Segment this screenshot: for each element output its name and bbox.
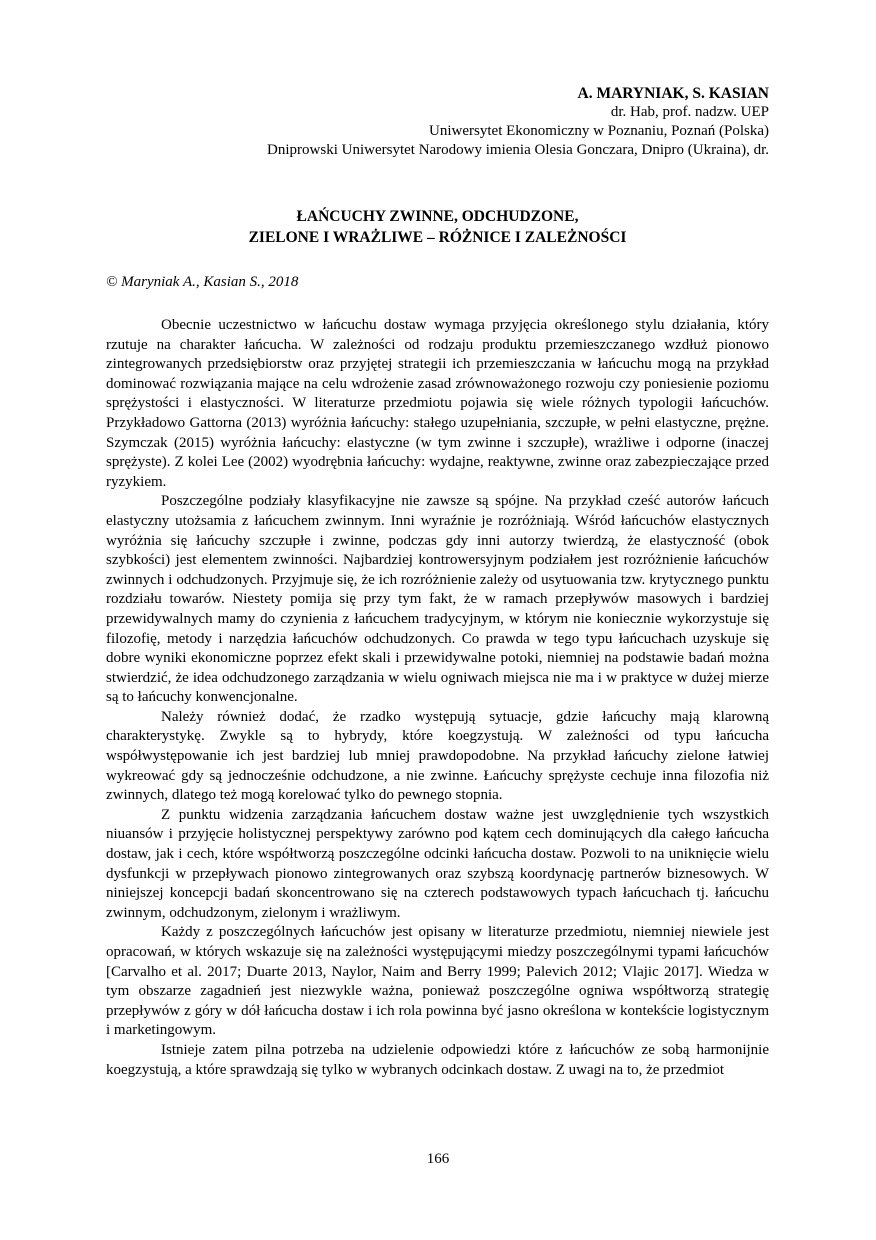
affiliation-line-1: Uniwersytet Ekonomiczny w Poznaniu, Poznań (Polska): [429, 123, 769, 139]
page-number: 166: [426, 1151, 450, 1167]
paper-title-line-1: ŁAŃCUCHY ZWINNE, ODCHUDZONE,: [296, 208, 579, 225]
paper-title: [106, 206, 769, 248]
paragraph: Obecnie uczestnictwo w łańcuchu dostaw wymaga przyjęcia określonego stylu działania, który rzutuje na charakter łańcucha. W zależności od rodzaju produktu przemieszczanego wzdłuż pionowo zintegrowanych przedsiębiorstw oraz przyjętej strategii ich przemieszczania w łańcuchu mogą na przykład dominować rozwiązania mające na celu wdrożenie zasad zrównoważonego rozwoju czy poniesienie poziomu sprężystości i elastyczności. W literaturze przedmiotu pojawia się wiele różnych typologii łańcuchów. Przykładowo Gattorna (2013) wyróżnia łańcuchy: stałego uzupełniania, szczupłe, w pełni elastyczne, prężne. Szymczak (2015) wyróżnia łańcuchy: elastyczne (w tym zwinne i szczupłe), wrażliwe i odporne (inaczej sprężyste). Z kolei Lee (2002) wyodrębnia łańcuchy: wydajne, reaktywne, zwinne oraz zabezpieczające przed ryzykiem.: [106, 317, 769, 490]
paragraph: Z punktu widzenia zarządzania łańcuchem dostaw ważne jest uwzględnienie tych wszystkich niuansów i przyjęcie holistycznej perspektywy zarówno pod kątem cech dominujących dla całego łańcucha dostaw, jak i cech, które współtworzą poszczególne odcinki łańcucha dostaw. Pozwoli to na uniknięcie wielu dysfunkcji w przepływach pionowo zintegrowanych oraz szybszą koordynację partnerów biznesowych. W niniejszej koncepcji badań skoncentrowano się na czterech podstawowych typach łańcuchach tj. łańcuchu zwinnym, odchudzonym, zielonym i wrażliwym.: [106, 806, 769, 921]
paragraph: Należy również dodać, że rzadko występują sytuacje, gdzie łańcuchy mają klarowną charakterystykę. Zwykle są to hybrydy, które koegzystują. W zależności od typu łańcucha współwystępowanie ich jest bardziej lub mniej prawdopodobne. Na przykład łańcuchy zielone łatwiej wykreować gdy są jednocześnie odchudzone, a nie zwinne. Łańcuchy sprężyste cechuje inna filozofia niż zwinnych, dlatego też mogą korelować tylko do pewnego stopnia.: [106, 708, 769, 804]
author-degree-line: dr. Hab, prof. nadzw. UEP: [610, 104, 769, 120]
paper-title-line-2: ZIELONE I WRAŻLIWE – RÓŻNICE I ZALEŻNOŚCI: [248, 229, 627, 246]
article-body: [106, 316, 769, 1080]
paragraph: Poszczególne podziały klasyfikacyjne nie zawsze są spójne. Na przykład cześć autorów łańcuch elastyczny utożsamia z łańcuchem zwinnym. Inni wyraźnie je rozróżniają. Wśród łańcuchów elastycznych wyróżnia się łańcuchy szczupłe i zwinne, podczas gdy inni autorzy twierdzą, że elastyczność (obok szybkości) jest elementem zwinności. Najbardziej kontrowersyjnym podziałem jest rozróżnienie łańcuchów zwinnych i odchudzonych. Przyjmuje się, że ich rozróżnienie zależy od usytuowania tzw. krytycznego punktu rozdziału towarów. Niestety pomija się przy tym fakt, że w ramach przepływów masowych i bardziej przewidywalnych mamy do czynienia z łańcuchem tradycyjnym, w którym nie koniecznie wykorzystuje się filozofię, metody i narzędzia łańcuchów odchudzonych. Co prawda w tego typu łańcuchach uzyskuje się dobre wyniki ekonomiczne poprzez efekt skali i przewidywalne potoki, niemniej na podstawie badań można stwierdzić, że idea odchudzonego zarządzania w wielu ogniwach miejsca nie ma i w praktyce w dużej mierze są to łańcuchy konwencjonalne.: [106, 493, 769, 706]
paragraph: Każdy z poszczególnych łańcuchów jest opisany w literaturze przedmiotu, niemniej niewiele jest opracowań, w których wskazuje się na zależności występującymi miedzy poszczególnymi typami łańcuchów [Carvalho et al. 2017; Duarte 2013, Naylor, Naim and Berry 1999; Palevich 2012; Vlajic 2017]. Wiedza w tym obszarze zagadnień jest niezwykle ważna, ponieważ poszczególne ogniwa współtworzą strategię przepływów z góry w dół łańcucha dostaw i ich rola powinna być jasno określona w kontekście logistycznym i marketingowym.: [106, 924, 769, 1039]
author-block: [106, 84, 769, 160]
authors-line: A. MARYNIAK, S. KASIAN: [577, 85, 769, 102]
copyright-line: © Maryniak A., Kasian S., 2018: [106, 274, 299, 290]
paragraph: Istnieje zatem pilna potrzeba na udzielenie odpowiedzi które z łańcuchów ze sobą harmonijnie koegzystują, a które sprawdzają się tylko w wybranych odcinkach dostaw. Z uwagi na to, że przedmiot: [106, 1041, 769, 1078]
affiliation-line-2: Dniprowski Uniwersytet Narodowy imienia Olesia Gonczara, Dnipro (Ukraina), dr.: [267, 142, 769, 158]
